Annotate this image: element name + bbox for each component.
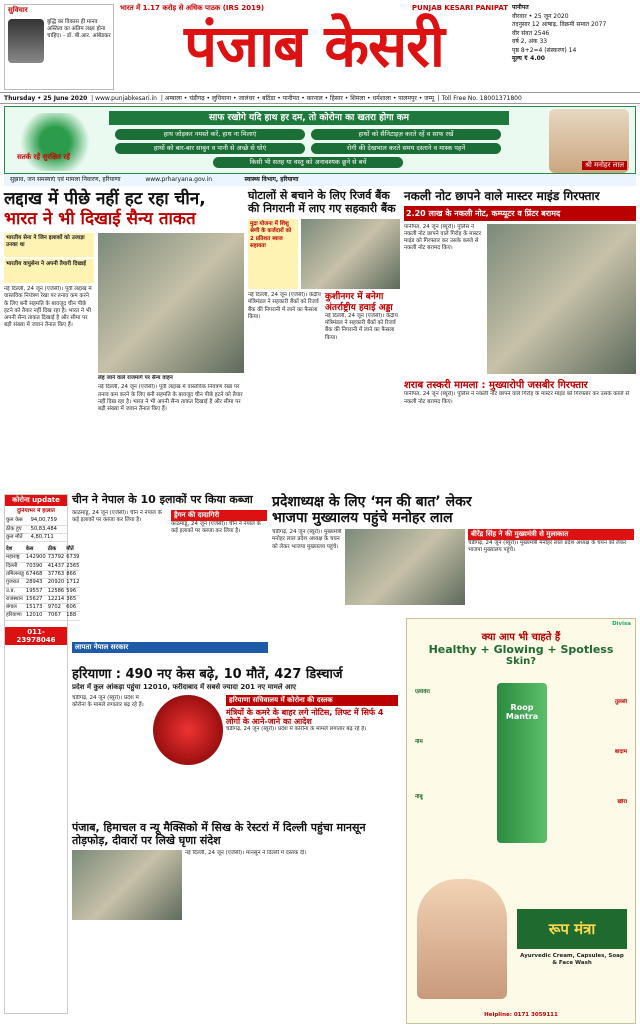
edition-name: PUNJAB KESARI PANIPAT bbox=[411, 4, 508, 12]
state-row-cell: 37763 bbox=[47, 570, 65, 577]
health-ad[interactable] bbox=[4, 106, 636, 174]
roop-mantra-logo: रूप मंत्रा bbox=[517, 909, 627, 949]
neem-label: नीम bbox=[415, 739, 423, 745]
haryana-headline: हरियाणा : 490 नए केस बढ़े, 10 मौतें, 427 डिस्चार्ज bbox=[72, 667, 343, 682]
world-row-cell: 50,83,484 bbox=[30, 525, 67, 533]
liquor-body: पानीपत, 24 जून (ब्यूरो)। पुलिस ने नकली नोट छापने वाले गिरोह के मास्टर माइंड को गिरफ्तार कर उसके कब्जे से नकली नोट बरामद किए। bbox=[404, 391, 630, 405]
english-date: Thursday • 25 June 2020 bbox=[4, 95, 88, 102]
state-row-cell: देश bbox=[5, 546, 25, 554]
world-row bbox=[5, 533, 67, 541]
ladakh-headline-2: भारत ने भी दिखाई सैन्य ताकत bbox=[4, 208, 196, 229]
cucumber-label: खीरा bbox=[617, 799, 627, 805]
kushinagar-headline: कुशीनगर में बनेगा अंतर्राष्ट्रीय हवाई अड्डा bbox=[325, 292, 393, 313]
state-row-cell: ठीक bbox=[47, 546, 66, 554]
fake-notes-headline: नकली नोट छापने वाले मास्टर माइंड गिरफ्तार bbox=[404, 189, 600, 203]
kushinagar-body: नई दिल्ली, 24 जून (एजेंसी)। केंद्रीय मंत्रिमंडल ने सहकारी बैंकों को रिजर्व बैंक की निगरानी में लाने का फैसला किया। bbox=[325, 312, 398, 341]
state-row-cell: 73792 bbox=[47, 554, 65, 561]
date-bar: Thursday • 25 June 2020 | www.punjabkesari.in | अम्बाला • चंडीगढ़ • लुधियाना • जालंधर • बठिंडा • पानीपत • करनाल • हिसार • शिमला • धर्मशाला • पालमपुर • जम्मू | Toll Free No. 18001371800 bbox=[0, 92, 640, 104]
edition-info bbox=[512, 4, 636, 90]
divisa-logo: Divisa bbox=[612, 621, 631, 627]
world-row-cell: कुल केस bbox=[5, 517, 30, 525]
state-row-cell: 866 bbox=[65, 570, 80, 578]
states-table bbox=[5, 546, 80, 621]
state-row-cell: 142900 bbox=[25, 554, 46, 561]
suvichar-label: सुविचार bbox=[8, 6, 28, 14]
police-photo bbox=[487, 224, 636, 374]
state-row-cell: 365 bbox=[65, 595, 80, 603]
manohar-story[interactable] bbox=[272, 494, 636, 614]
world-row bbox=[5, 517, 67, 525]
state-row-cell: 1712 bbox=[66, 579, 80, 586]
state-row-cell: गुजरात bbox=[5, 579, 25, 587]
state-row-cell: बंगाल bbox=[5, 604, 25, 612]
samvat-date: तदनुसार 12 आषाढ़, विक्रमी सम्वत 2077 bbox=[512, 21, 607, 28]
volume-issue: वर्ष 2, अंक 33 bbox=[512, 38, 548, 45]
website-link[interactable]: www.punjabkesari.in bbox=[95, 95, 157, 102]
ladakh-story[interactable] bbox=[4, 190, 244, 490]
ladakh-photo bbox=[98, 233, 244, 373]
model-photo bbox=[417, 879, 507, 999]
ad-dept: स्वास्थ्य विभाग, हरियाणा bbox=[244, 176, 299, 183]
secretariat-body: चंडीगढ़, 24 जून (ब्यूरो)। प्रदेश में कोरोना के मामले लगातार बढ़ रहे हैं। bbox=[226, 726, 367, 733]
monsoon-headline: पंजाब, हिमाचल व न्यू मैक्सिको में सिख के रेस्टरां में दिल्ली पहुंचा मानसून तोड़फोड़, दीवारों पर लिखे घृणा संदेश bbox=[72, 821, 366, 847]
aloe-label: एलोवेरा bbox=[415, 689, 430, 695]
state-row-cell: हरियाणा bbox=[5, 612, 25, 620]
lemon-label: नींबू bbox=[415, 794, 423, 800]
almond-label: बादाम bbox=[614, 749, 627, 755]
state-row bbox=[5, 546, 80, 554]
ladakh-headline-1: लद्दाख में पीछे नहीं हट रहा चीन, bbox=[4, 189, 206, 209]
secretariat-box: हरियाणा सचिवालय में कोरोना की दस्तक bbox=[226, 695, 398, 706]
state-row-cell: 20920 bbox=[47, 579, 65, 586]
ad-footer-text: सुझाव, जन समस्याएं एवं मामला निवारण, हरियाणा bbox=[10, 176, 121, 183]
toll-free: Toll Free No. 18001371800 bbox=[441, 95, 522, 102]
city: पानीपत bbox=[512, 4, 529, 11]
nepal-body: काठमांडू, 24 जून (एजेंसी)। चीन ने नेपाल के कई इलाकों पर कब्जा कर लिया है। bbox=[72, 509, 162, 523]
cm-name: श्री मनोहर लाल bbox=[582, 161, 627, 170]
paper-title: पंजाब केसरी bbox=[184, 12, 444, 80]
state-row-cell: मौतें bbox=[65, 546, 80, 554]
ad-site[interactable]: www.prharyana.gov.in bbox=[145, 176, 213, 183]
ad-point-5: किसी भी सतह या वस्तु को अनावश्यक छूने से बचें bbox=[213, 157, 403, 168]
state-row-cell: उ.प्र. bbox=[5, 587, 25, 595]
state-row-cell: 12214 bbox=[47, 595, 65, 602]
ladakh-caption: लेह जाने वाले राजमार्ग पर सैन्य वाहन bbox=[98, 375, 173, 382]
readership-tag: भारत में 1.17 करोड़ से अधिक पाठक (IRS 2019) bbox=[120, 4, 265, 12]
state-row-cell: महाराष्ट्र bbox=[5, 554, 25, 562]
issue-date: वीरवार • 25 जून 2020 bbox=[512, 12, 569, 20]
virus-image bbox=[153, 695, 223, 765]
helpline: 011-23978046 bbox=[5, 627, 67, 645]
world-table bbox=[5, 517, 67, 542]
birender-headline: बीरेंद्र सिंह ने की मुख्यमंत्री से मुलाकात bbox=[468, 529, 634, 540]
price: मूल्य ₹ 4.00 bbox=[512, 55, 545, 62]
state-row-cell: राजस्थान bbox=[5, 595, 25, 603]
corona-update-panel bbox=[4, 494, 80, 1014]
ladakh-body: नई दिल्ली, 24 जून (एजेंसी)। पूर्वी लद्दाख में वास्तविक नियंत्रण रेखा पर तनाव कम करने के लिए बनी सहमति के बावजूद चीन पीछे हटने को तैयार नहीं दिख रहा है। भारत ने भी अपनी सैन्य ताकत दिखाई है और सीमा पर बड़ी संख्या में जवान तैनात किए हैं। bbox=[4, 286, 92, 329]
ad-slogan: सतर्क रहें सुरक्षित रहें bbox=[17, 153, 70, 161]
state-row-cell: केस bbox=[25, 546, 47, 554]
manohar-photo bbox=[345, 529, 465, 605]
world-row-cell: ठीक हुए bbox=[5, 525, 30, 533]
dragon-body: काठमांडू, 24 जून (एजेंसी)। चीन ने नेपाल के कई इलाकों पर कब्जा कर लिया है। bbox=[171, 520, 261, 534]
tulsi-label: तुलसी bbox=[614, 699, 627, 705]
masthead-logo[interactable] bbox=[120, 4, 508, 90]
state-row-cell: 12586 bbox=[47, 587, 65, 594]
haryana-body: चंडीगढ़, 24 जून (ब्यूरो)। प्रदेश में कोरोना के मामले लगातार बढ़ रहे हैं। bbox=[72, 694, 144, 709]
rbi-headline: घोटालों से बचाने के लिए रिजर्व बैंक की निगरानी में लाए गए सहकारी बैंक bbox=[248, 189, 396, 215]
state-row-cell: 41437 bbox=[47, 562, 65, 569]
ladakh-bullet-1: भारतीय सेना ने जिन इलाकों को उजाड़ा उनका था bbox=[4, 233, 94, 257]
ad-footer bbox=[4, 174, 636, 186]
fake-notes-sub: 2.20 लाख के नकली नोट, कम्प्यूटर व प्रिंटर बरामद bbox=[404, 206, 636, 221]
world-row-cell: 94,00,759 bbox=[30, 517, 67, 525]
nepal-missing: लापता नेपाल सरकार bbox=[72, 642, 268, 653]
state-row-cell: 15627 bbox=[25, 595, 47, 603]
state-row-cell: 606 bbox=[65, 604, 80, 612]
manohar-headline-2: भाजपा मुख्यालय पहुंचे मनोहर लाल bbox=[272, 510, 453, 527]
city-menu: अम्बाला • चंडीगढ़ • लुधियाना • जालंधर • बठिंडा • पानीपत • करनाल • हिसार • शिमला • धर्मशाला • पालमपुर • जम्मू bbox=[164, 95, 434, 102]
state-row bbox=[5, 604, 80, 612]
state-row-cell: 12010 bbox=[25, 612, 47, 620]
suvichar-box bbox=[4, 4, 114, 90]
ad-title: साफ रखोगे यदि हाथ हर दम, तो कोरोना का खतरा होगा कम bbox=[109, 111, 509, 125]
state-row-cell: 19557 bbox=[25, 587, 47, 595]
page-count: पृष्ठ 8+2=4 (संस्करण) 14 bbox=[512, 46, 577, 54]
state-row-cell: 70390 bbox=[25, 562, 47, 570]
secretariat-sub: मंत्रियों के कमरे के बाहर लगे नोटिस, लिफ्ट में सिर्फ 4 लोगों के आने-जाने का आदेश bbox=[226, 707, 384, 727]
state-row-cell: 188 bbox=[65, 612, 80, 620]
cream-tube: Roop Mantra bbox=[497, 683, 547, 843]
world-row-cell: कुल मौतें bbox=[5, 533, 30, 541]
state-row bbox=[5, 595, 80, 603]
manohar-body: चंडीगढ़, 24 जून (ब्यूरो)। मुख्यमंत्री मनोहर लाल प्रदेश अध्यक्ष के चयन को लेकर भाजपा मुख्यालय पहुंचे। bbox=[272, 529, 342, 550]
monsoon-photo bbox=[72, 850, 182, 920]
ladakh-bullet-2: भारतीय वायुसेना ने अपनी तैयारी दिखाई bbox=[4, 259, 94, 283]
state-row bbox=[5, 587, 80, 595]
dragon-box: ड्रैगन की दादागिरी bbox=[171, 510, 267, 521]
product-line: Ayurvedic Cream, Capsules, Soap & Face Wash bbox=[520, 953, 624, 967]
nepal-headline: चीन ने नेपाल के 10 इलाकों पर किया कब्जा bbox=[72, 493, 253, 506]
state-row-cell: 6739 bbox=[66, 554, 80, 561]
rbi-story[interactable] bbox=[248, 190, 400, 490]
state-row-cell: 596 bbox=[65, 587, 80, 595]
mudra-box: मुद्रा योजना में शिशु श्रेणी के कर्जदारों को 2 प्रतिशत ब्याज सहायता bbox=[248, 219, 298, 289]
world-row-cell: 4,80,711 bbox=[30, 533, 67, 541]
ad-skin: Skin? bbox=[505, 656, 537, 667]
ad-point-1: हाथ जोड़कर नमस्ते करें, हाथ ना मिलाएं bbox=[115, 129, 305, 140]
corona-title: कोरोना update bbox=[5, 495, 67, 506]
state-row-cell: 9702 bbox=[47, 604, 66, 612]
state-row-cell: 28943 bbox=[25, 579, 47, 587]
haryana-cases-story[interactable] bbox=[72, 668, 402, 818]
state-row bbox=[5, 579, 80, 587]
manohar-headline-1: प्रदेशाध्यक्ष के लिए ‘मन की बात’ लेकर bbox=[272, 494, 472, 510]
ad-helpline: Helpline: 0171 3059111 bbox=[484, 1011, 558, 1018]
fake-notes-story[interactable] bbox=[404, 190, 636, 490]
haryana-sub: प्रदेश में कुल आंकड़ा पहुंचा 12010, फरीदाबाद में सबसे ज्यादा 201 नए मामले आए bbox=[72, 682, 297, 691]
ad-point-3: हाथों को बार-बार साबुन व पानी से अच्छे से धोएं bbox=[115, 143, 305, 154]
birender-body: चंडीगढ़, 24 जून (ब्यूरो)। मुख्यमंत्री मनोहर लाल प्रदेश अध्यक्ष के चयन को लेकर भाजपा मुख्यालय पहुंचे। bbox=[468, 540, 627, 554]
ad-point-4: रोगी की देखभाल करते समय दस्ताने व मास्क पहनें bbox=[311, 143, 501, 154]
roop-mantra-ad[interactable] bbox=[406, 618, 636, 1024]
state-row-cell: दिल्ली bbox=[5, 562, 25, 570]
monsoon-body: नई दिल्ली, 24 जून (एजेंसी)। मानसून ने दिल्ली में दस्तक दी। bbox=[185, 850, 307, 857]
ambedkar-portrait bbox=[8, 19, 44, 63]
hand-icon bbox=[15, 113, 95, 171]
rbi-body: नई दिल्ली, 24 जून (एजेंसी)। केंद्रीय मंत्रिमंडल ने सहकारी बैंकों को रिजर्व बैंक की निगरानी में लाने का फैसला किया। bbox=[248, 292, 321, 320]
state-row bbox=[5, 612, 80, 620]
state-row-cell: 2365 bbox=[66, 562, 80, 569]
ad-question: क्या आप भी चाहते हैं bbox=[481, 632, 561, 643]
ad-headline: Healthy + Glowing + Spotless bbox=[428, 643, 614, 656]
state-row-cell: 15173 bbox=[25, 604, 47, 612]
ladakh-body-2: नई दिल्ली, 24 जून (एजेंसी)। पूर्वी लद्दाख में वास्तविक नियंत्रण रेखा पर तनाव कम करने के लिए बनी सहमति के बावजूद चीन पीछे हटने को तैयार नहीं दिख रहा है। भारत ने भी अपनी सैन्य ताकत दिखाई है और सीमा पर बड़ी संख्या में जवान तैनात किए हैं। bbox=[98, 384, 243, 412]
fake-notes-body: पानीपत, 24 जून (ब्यूरो)। पुलिस ने नकली नोट छापने वाले गिरोह के मास्टर माइंड को गिरफ्तार कर उसके कब्जे से नकली नोट बरामद किए। bbox=[404, 223, 482, 252]
world-status: दुनियाभर में हालात bbox=[17, 508, 55, 514]
state-row-cell: 67468 bbox=[25, 570, 47, 578]
veer-samvat: वीर संवत 2546 bbox=[512, 29, 550, 37]
nepal-story[interactable] bbox=[72, 494, 268, 664]
state-row-cell: तमिलनाडु bbox=[6, 570, 24, 577]
state-row bbox=[5, 570, 80, 578]
monsoon-story[interactable] bbox=[72, 822, 402, 1022]
liquor-headline: शराब तस्करी मामला : मुख्यारोपी जसबीर गिरफ्तार bbox=[404, 379, 588, 391]
ad-point-2: हाथों को सैनिटाइज़ करते रहें व साफ रखें bbox=[311, 129, 501, 140]
world-row bbox=[5, 525, 67, 533]
cabinet-photo bbox=[301, 219, 400, 289]
suvichar-quote: बुद्धि का विकास ही मानव अस्तित्व का अंतिम लक्ष्य होना चाहिए। - डॉ. बी.आर. आंबेडकर bbox=[47, 19, 111, 39]
state-row bbox=[5, 562, 80, 570]
state-row bbox=[5, 554, 80, 562]
state-row-cell: 7067 bbox=[47, 612, 66, 620]
